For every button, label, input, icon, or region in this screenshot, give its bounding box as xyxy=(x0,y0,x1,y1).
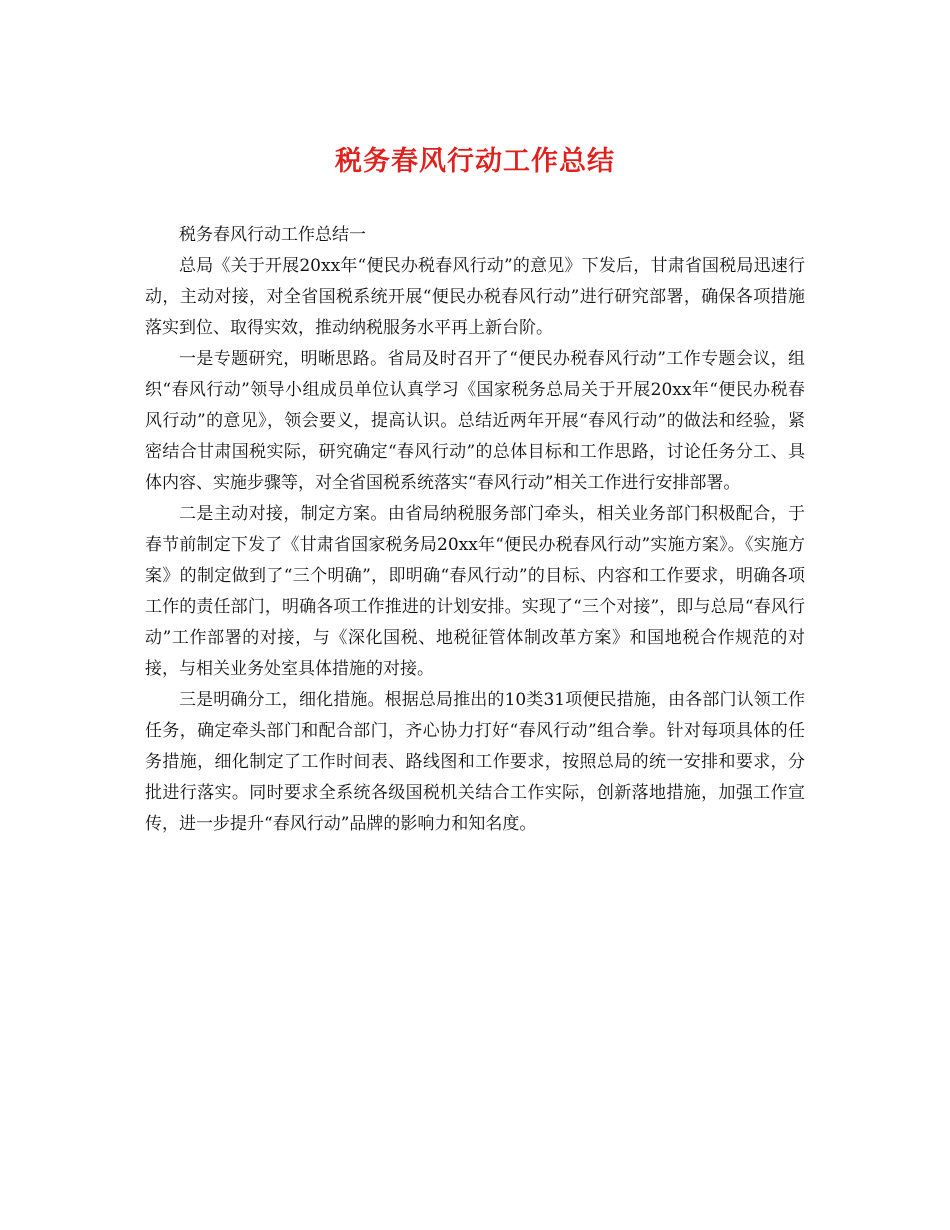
paragraph-point-two: 二是主动对接，制定方案。由省局纳税服务部门牵头，相关业务部门积极配合，于春节前制定下发了《甘肃省国家税务局20xx年“便民办税春风行动”实施方案》。《实施方案》的制定做到了“三个明确”，即明确“春风行动”的目标、内容和工作要求，明确各项工作的责任部门，明确各项工作推进的计划安排。实现了“三个对接”，即与总局“春风行动”工作部署的对接，与《深化国税、地税征管体制改革方案》和国地税合作规范的对接，与相关业务处室具体措施的对接。 xyxy=(145,504,805,679)
paragraph-point-one: 一是专题研究，明晰思路。省局及时召开了“便民办税春风行动”工作专题会议，组织“春风行动”领导小组成员单位认真学习《国家税务总局关于开展20xx年“便民办税春风行动”的意见》，领会要义，提高认识。总结近两年开展“春风行动”的做法和经验，紧密结合甘肃国税实际，研究确定“春风行动”的总体目标和工作思路，讨论任务分工、具体内容、实施步骤等，对全省国税系统落实“春风行动”相关工作进行安排部署。 xyxy=(145,349,805,493)
document-title: 税务春风行动工作总结 xyxy=(335,146,615,177)
paragraph-point-three: 三是明确分工，细化措施。根据总局推出的10类31项便民措施，由各部门认领工作任务，确定牵头部门和配合部门，齐心协力打好“春风行动”组合拳。针对每项具体的任务措施，细化制定了工作时间表、路线图和工作要求，按照总局的统一安排和要求，分批进行落实。同时要求全系统各级国税机关结合工作实际，创新落地措施，加强工作宣传，进一步提升“春风行动”品牌的影响力和知名度。 xyxy=(145,690,805,834)
paragraph-intro: 总局《关于开展20xx年“便民办税春风行动”的意见》下发后，甘肃省国税局迅速行动，主动对接，对全省国税系统开展“便民办税春风行动”进行研究部署，确保各项措施落实到位、取得实效，推动纳税服务水平再上新台阶。 xyxy=(145,256,805,338)
paragraph-subtitle: 税务春风行动工作总结一 xyxy=(179,225,366,245)
document-body xyxy=(145,220,805,840)
